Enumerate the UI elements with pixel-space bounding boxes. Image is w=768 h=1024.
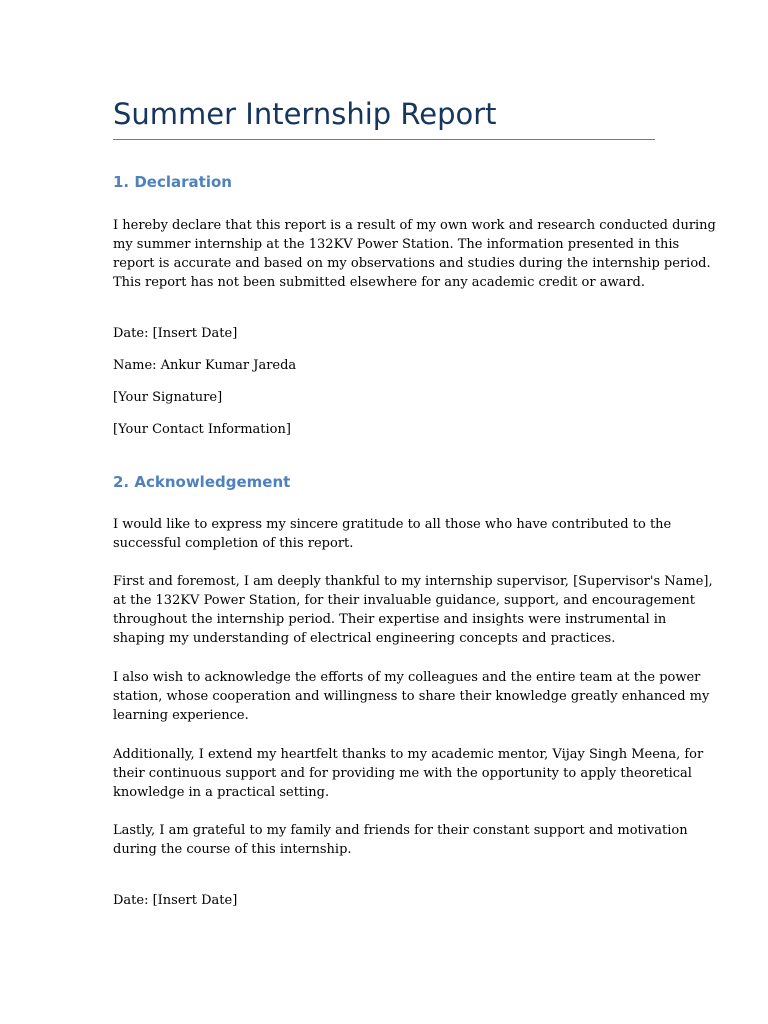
declaration-contact: [Your Contact Information] [113,422,291,437]
paragraph-line: station, whose cooperation and willingness to share their knowledge greatly enhanced my [113,689,710,704]
acknowledgement-heading: 2. Acknowledgement [113,473,291,491]
paragraph-line: Lastly, I am grateful to my family and friends for their constant support and motivation [113,823,688,838]
acknowledgement-paragraph-1 [113,515,672,553]
paragraph-line: throughout the internship period. Their expertise and insights were instrumental in [113,612,667,627]
paragraph-line: shaping my understanding of electrical engineering concepts and practices. [113,631,616,646]
paragraph-line: their continuous support and for providing me with the opportunity to apply theoretical [113,766,692,781]
declaration-paragraph [113,216,716,292]
acknowledgement-paragraph-5 [113,821,688,859]
paragraph-line: First and foremost, I am deeply thankful to my internship supervisor, [Supervisor's Name], [113,574,713,589]
acknowledgement-date: Date: [Insert Date] [113,893,238,908]
declaration-line: I hereby declare that this report is a result of my own work and research conducted during [113,218,716,233]
paragraph-line: learning experience. [113,708,249,723]
title-underline [113,139,655,140]
declaration-line: This report has not been submitted elsewhere for any academic credit or award. [113,275,645,290]
paragraph-line: knowledge in a practical setting. [113,785,330,800]
acknowledgement-paragraph-3 [113,668,710,725]
declaration-line: my summer internship at the 132KV Power Station. The information presented in this [113,237,680,252]
paragraph-line: Additionally, I extend my heartfelt thanks to my academic mentor, Vijay Singh Meena, for [113,747,704,762]
declaration-date: Date: [Insert Date] [113,326,238,341]
declaration-line: report is accurate and based on my observations and studies during the internship period. [113,256,711,271]
acknowledgement-paragraph-2 [113,572,713,648]
paragraph-line: at the 132KV Power Station, for their invaluable guidance, support, and encouragement [113,593,695,608]
declaration-heading: 1. Declaration [113,173,232,191]
paragraph-line: during the course of this internship. [113,842,352,857]
paragraph-line: I also wish to acknowledge the efforts of my colleagues and the entire team at the power [113,670,701,685]
paragraph-line: successful completion of this report. [113,536,354,551]
acknowledgement-paragraph-4 [113,745,704,802]
document-title: Summer Internship Report [113,97,497,131]
paragraph-line: I would like to express my sincere gratitude to all those who have contributed to the [113,517,672,532]
declaration-name: Name: Ankur Kumar Jareda [113,358,297,373]
declaration-signature: [Your Signature] [113,390,223,405]
